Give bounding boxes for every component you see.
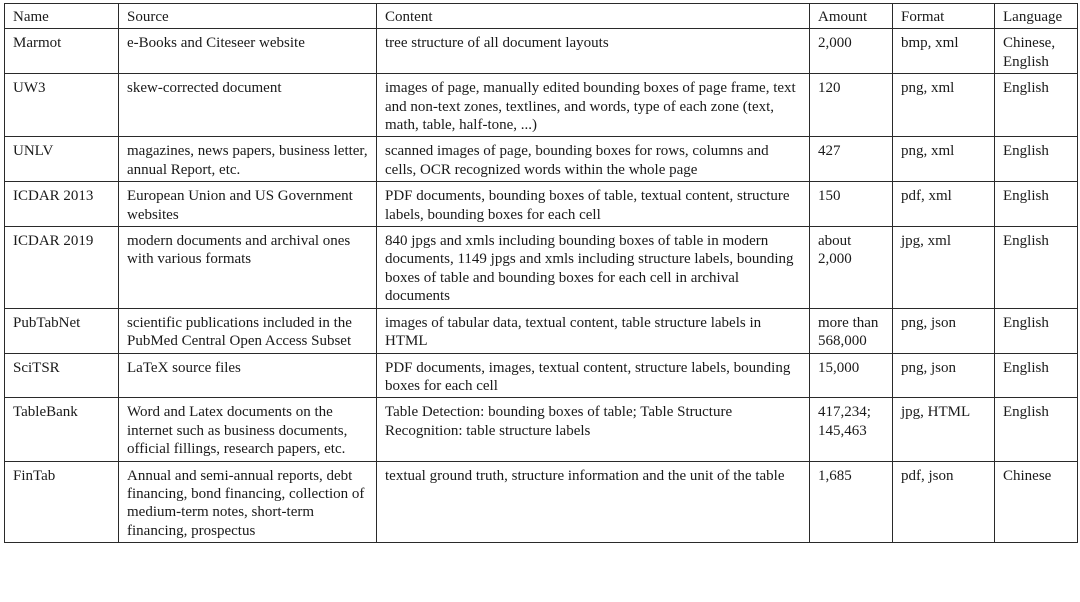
- cell-name: FinTab: [5, 461, 119, 543]
- cell-name: TableBank: [5, 398, 119, 461]
- table-row: [5, 227, 1078, 309]
- cell-source: e-Books and Citeseer website: [119, 29, 377, 74]
- cell-language: English: [995, 353, 1078, 398]
- cell-content: Table Detection: bounding boxes of table; Table Structure Recognition: table structure labels: [377, 398, 810, 461]
- cell-name: UNLV: [5, 137, 119, 182]
- table-row: [5, 398, 1078, 461]
- cell-amount: 1,685: [810, 461, 893, 543]
- cell-name: Marmot: [5, 29, 119, 74]
- cell-format: jpg, HTML: [893, 398, 995, 461]
- cell-format: png, json: [893, 353, 995, 398]
- table-row: [5, 29, 1078, 74]
- dataset-comparison-table: [4, 3, 1078, 543]
- cell-name: PubTabNet: [5, 308, 119, 353]
- cell-source: European Union and US Government websites: [119, 182, 377, 227]
- cell-source: magazines, news papers, business letter, annual Report, etc.: [119, 137, 377, 182]
- cell-content: 840 jpgs and xmls including bounding boxes of table in modern documents, 1149 jpgs and xmls including structure labels, bounding boxes of table and bounding boxes for each cell in archival documents: [377, 227, 810, 309]
- cell-source: Annual and semi-annual reports, debt financing, bond financing, collection of medium-term notes, short-term financing, prospectus: [119, 461, 377, 543]
- cell-language: English: [995, 182, 1078, 227]
- cell-format: png, xml: [893, 137, 995, 182]
- table-row: [5, 74, 1078, 137]
- cell-name: SciTSR: [5, 353, 119, 398]
- header-source: Source: [119, 4, 377, 29]
- cell-amount: 120: [810, 74, 893, 137]
- cell-source: modern documents and archival ones with various formats: [119, 227, 377, 309]
- header-amount: Amount: [810, 4, 893, 29]
- cell-content: scanned images of page, bounding boxes for rows, columns and cells, OCR recognized words within the whole page: [377, 137, 810, 182]
- table-row: [5, 182, 1078, 227]
- cell-language: Chinese, English: [995, 29, 1078, 74]
- cell-amount: 15,000: [810, 353, 893, 398]
- cell-source: LaTeX source files: [119, 353, 377, 398]
- cell-name: ICDAR 2013: [5, 182, 119, 227]
- cell-source: skew-corrected document: [119, 74, 377, 137]
- header-language: Language: [995, 4, 1078, 29]
- table-row: [5, 353, 1078, 398]
- cell-source: scientific publications included in the PubMed Central Open Access Subset: [119, 308, 377, 353]
- cell-format: jpg, xml: [893, 227, 995, 309]
- header-row: [5, 4, 1078, 29]
- header-format: Format: [893, 4, 995, 29]
- cell-amount: 427: [810, 137, 893, 182]
- cell-amount: 2,000: [810, 29, 893, 74]
- cell-content: textual ground truth, structure information and the unit of the table: [377, 461, 810, 543]
- cell-content: tree structure of all document layouts: [377, 29, 810, 74]
- cell-name: ICDAR 2019: [5, 227, 119, 309]
- cell-language: English: [995, 74, 1078, 137]
- cell-language: Chinese: [995, 461, 1078, 543]
- cell-name: UW3: [5, 74, 119, 137]
- header-name: Name: [5, 4, 119, 29]
- cell-content: PDF documents, bounding boxes of table, textual content, structure labels, bounding boxes for each cell: [377, 182, 810, 227]
- table-row: [5, 137, 1078, 182]
- cell-amount: 150: [810, 182, 893, 227]
- cell-format: png, xml: [893, 74, 995, 137]
- cell-format: pdf, xml: [893, 182, 995, 227]
- table-row: [5, 461, 1078, 543]
- cell-source: Word and Latex documents on the internet such as business documents, official fillings, research papers, etc.: [119, 398, 377, 461]
- cell-content: images of page, manually edited bounding boxes of page frame, text and non-text zones, textlines, and words, type of each zone (text, math, table, half-tone, ...): [377, 74, 810, 137]
- table-row: [5, 308, 1078, 353]
- cell-amount: more than 568,000: [810, 308, 893, 353]
- cell-content: images of tabular data, textual content, table structure labels in HTML: [377, 308, 810, 353]
- cell-amount: about 2,000: [810, 227, 893, 309]
- cell-language: English: [995, 137, 1078, 182]
- cell-amount: 417,234; 145,463: [810, 398, 893, 461]
- cell-language: English: [995, 308, 1078, 353]
- cell-language: English: [995, 227, 1078, 309]
- header-content: Content: [377, 4, 810, 29]
- cell-format: png, json: [893, 308, 995, 353]
- cell-content: PDF documents, images, textual content, structure labels, bounding boxes for each cell: [377, 353, 810, 398]
- cell-language: English: [995, 398, 1078, 461]
- cell-format: pdf, json: [893, 461, 995, 543]
- cell-format: bmp, xml: [893, 29, 995, 74]
